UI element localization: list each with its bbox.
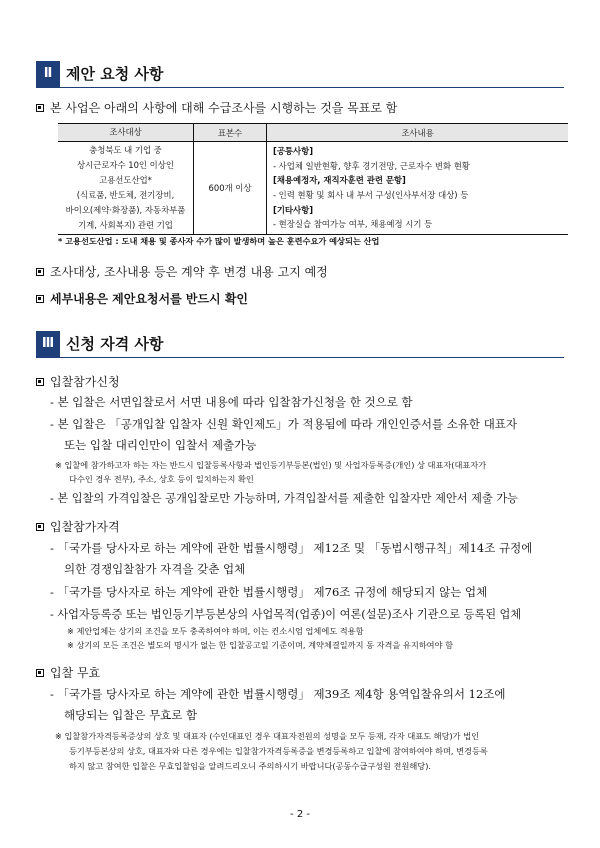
invalid-note-1b: 등기부등본상의 상호, 대표자와 다른 경우에는 입찰참가자격등록증을 변경등록하고 입찰에 참여하여야 하며, 변경등록 [69,746,488,756]
bid-invalid-heading [36,664,100,681]
bullet-text: 조사대상, 조사내용 등은 계약 후 변경 내용 고지 예정 [50,265,328,279]
section-3-number: Ⅲ [36,331,60,357]
target-line: 기계, 사회복지) 관련 기업 [78,220,173,230]
qual-note-1: ※ 제안업체는 상기의 조건을 모두 충족하여야 하며, 이는 컨소시엄 업체에도 적용함 [67,626,364,636]
target-line: 상시근로자수 10인 이상인 [77,160,174,170]
square-bullet-icon [36,104,44,112]
section-2-intro [36,99,397,116]
section-2-header [36,61,564,88]
bid-line-2a: - 본 입찰은 「공개입찰 입찰자 신원 확인제도」가 적용됨에 따라 개인인증서를 소유한 대표자 [50,417,518,431]
qual-line-2: - 「국가를 당사자로 하는 계약에 관한 법률시행령」 제76조 규정에 해당되지 않는 업체 [50,585,488,599]
content-subheading: [공통사항] [273,146,314,157]
square-bullet-icon [36,295,44,303]
invalid-note-1a: ※ 입찰참가자격등록증상의 상호 및 대표자 (수인대표인 경우 대표자전원의 성명을 모두 등재, 각자 대표도 해당)가 법인 [55,731,480,741]
content-line: - 사업체 일반현황, 향후 경기전망, 근로자수 변화 현황 [273,160,470,171]
content-line: - 인력 현황 및 회사 내 부서 구성(인사부서장 대상) 등 [273,190,469,200]
header-content: 조사내용 [267,124,569,142]
target-line: 고용선도산업* [99,175,152,185]
intro-text: 본 사업은 아래의 사항에 대해 수급조사를 시행하는 것을 목표로 함 [50,101,398,115]
target-line: 충청북도 내 기업 중 [89,145,162,155]
bid-note-1b: 다수인 경우 전부), 주소, 상호 등이 일치하는지 확인 [69,474,254,484]
bullet-title: 입찰참가자격 [50,520,120,534]
invalid-line-1b: 해당되는 입찰은 무효로 함 [64,708,198,722]
bid-line-2b: 또는 입찰 대리인만이 입찰서 제출가능 [64,438,257,452]
header-sample: 표본수 [194,124,267,142]
target-line: (식료품, 반도체, 전기장비, [76,190,175,200]
bullet-title: 입찰참가신청 [50,375,120,389]
square-bullet-icon [36,523,44,531]
page-number: - 2 - [290,809,310,820]
qual-note-2: ※ 상기의 모든 조건은 별도의 명시가 없는 한 입찰공고일 기준이며, 계약체결일까지 동 자격을 유지하여야 함 [67,640,453,650]
content-line: - 현장실습 참여가능 여부, 채용예정 시기 등 [273,219,433,230]
section-2-title: 제안 요청 사항 [66,65,164,83]
section-2-number: Ⅱ [36,61,60,87]
bullet-text: 세부내용은 제안요청서를 반드시 확인 [50,292,249,306]
sample-cell: 600개 이상 [194,142,267,235]
square-bullet-icon [36,669,44,677]
header-target: 조사대상 [58,124,194,142]
bid-note-1a: ※ 입찰에 참가하고자 하는 자는 반드시 입찰등록사항과 법인등기부등본(법인) 및 사업자등록증(개인) 상 대표자(대표자가 [55,460,487,470]
section-3-header [36,331,564,358]
square-bullet-icon [36,378,44,386]
target-line: 바이오(제약·화장품), 자동차부품 [65,205,186,215]
bullet-title: 입찰 무효 [50,666,101,680]
survey-table [58,123,568,235]
section-2-bullet-2 [36,263,328,280]
qual-line-3: - 사업자등록증 또는 법인등기부등본상의 사업목적(업종)이 여론(설문)조사 기관으로 등록된 업체 [50,608,522,621]
content-cell [267,142,569,235]
square-bullet-icon [36,268,44,276]
bid-line-3: - 본 입찰의 가격입찰은 공개입찰로만 가능하며, 가격입찰서를 제출한 입찰자만 제안서 제출 가능 [50,492,518,505]
invalid-note-1c: 하지 않고 참여한 입찰은 무효입찰임을 알려드리오니 주의하시기 바랍니다(공동수급구성원 전원해당). [69,761,431,771]
table-footnote: * 고용선도산업 : 도내 채용 및 종사자 수가 많이 발생하며 높은 훈련수요가 예상되는 산업 [58,236,380,246]
section-3-title: 신청 자격 사항 [66,335,164,353]
qual-line-1a: - 「국가를 당사자로 하는 계약에 관한 법률시행령」 제12조 및 「동법시행규칙」제14조 규정에 [50,541,533,555]
section-2-bullet-3 [36,290,248,307]
bid-qualification-heading [36,518,120,535]
content-subheading: [기타사항] [273,204,314,215]
bid-application-heading [36,373,120,390]
invalid-line-1a: - 「국가를 당사자로 하는 계약에 관한 법률시행령」 제39조 제4항 용역입찰유의서 12조에 [50,687,506,701]
content-subheading: [채용예정자, 재직자훈련 관련 문항] [273,175,406,186]
bid-line-1: - 본 입찰은 서면입찰로서 서면 내용에 따라 입찰참가신청을 한 것으로 함 [50,395,413,409]
qual-line-1b: 의한 경쟁입찰참가 자격을 갖춘 업체 [64,562,246,576]
target-cell [58,142,194,235]
